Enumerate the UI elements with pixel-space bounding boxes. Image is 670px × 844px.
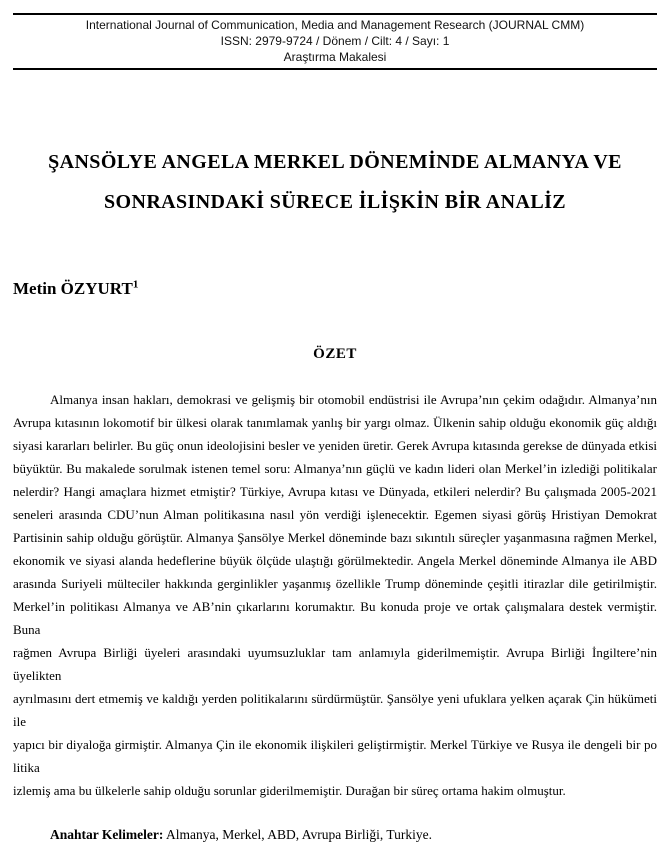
abstract-line: siyasi kararları belirler. Bu güç onun ideolojisini besler ve yeniden üretir. Gerek Avrupa kıtasında gerekse de dünyada etkisi <box>13 438 657 453</box>
abstract-line: Avrupa kıtasının lokomotif bir ülkesi olarak tanımlamak yanlış bir yargı olmaz. Ülkenin sahip olduğu ekonomik güç aldığı <box>13 415 657 430</box>
article-type-line: Araştırma Makalesi <box>283 50 387 64</box>
abstract-line: ayrılmasını dert etmemiş ve kaldığı yerden politikalarını sürdürmüştür. Şansölye yeni ufuklara yelken açarak Çin hükümeti ile <box>13 691 657 729</box>
issn-volume-line: ISSN: 2979-9724 / Dönem / Cilt: 4 / Sayı: 1 <box>220 34 450 48</box>
abstract-line: seneleri arasında CDU’nun Alman politikasına nasıl yön verdiği işlenecektir. Egemen siyasi görüş Hristiyan Demokrat <box>13 507 657 522</box>
keywords-values: Almanya, Merkel, ABD, Avrupa Birliği, Turkiye. <box>163 827 432 842</box>
paper-title-line-1: ŞANSÖLYE ANGELA MERKEL DÖNEMİNDE ALMANYA VE <box>48 151 622 173</box>
author-name: Metin ÖZYURT <box>13 279 133 298</box>
abstract-line: nelerdir? Hangi amaçlara hizmet etmiştir? Türkiye, Avrupa kıtası ve Dünyada, etkileri nelerdir? Bu çalışmada 2005-2021 <box>13 484 657 499</box>
journal-header <box>13 13 657 70</box>
paper-title-line-2: SONRASINDAKİ SÜRECE İLİŞKİN BİR ANALİZ <box>104 191 566 213</box>
abstract-line: ekonomik ve siyasi alanda hedeflerine büyük ölçüde ulaştığı görülmektedir. Angela Merkel döneminde Almanya ile ABD <box>13 553 657 568</box>
abstract-line: arasında Suriyeli mülteciler hakkında gerginlikler yaşanmış özellikle Trump döneminde çeşitli itirazlar dile getirilmiştir. <box>13 576 657 591</box>
keywords-line <box>13 826 657 844</box>
author-line <box>13 278 657 300</box>
abstract-heading: ÖZET <box>313 346 357 362</box>
abstract-line: yapıcı bir diyaloğa girmiştir. Almanya Çin ile ekonomik ilişkileri geliştirmiştir. Merkel Türkiye ve Rusya ile dengeli bir po litika <box>13 737 657 775</box>
abstract-line: büyüktür. Bu makalede sorulmak istenen temel soru: Almanya’nın güçlü ve kadın lideri olan Merkel’in izlediği politikalar <box>13 461 657 476</box>
abstract-line: izlemiş ama bu ülkelerle sahip olduğu sorunlar giderilmemiştir. Durağan bir süreç ortama hakim olmuştur. <box>13 783 566 798</box>
abstract-line: Partisinin sahip olduğu görüştür. Almanya Şansölye Merkel döneminde bazı sıkıntılı süreçler yaşanmasına rağmen Merkel, <box>13 530 657 545</box>
author-footnote-mark: 1 <box>132 278 139 291</box>
journal-title-line: International Journal of Communication, Media and Management Research (JOURNAL CMM) <box>85 18 585 32</box>
paper-title <box>13 142 657 222</box>
abstract-line: rağmen Avrupa Birliği üyeleri arasındaki uyumsuzluklar tam anlamıyla giderilmemiştir. Avrupa Birliği İngiltere’nin üyelikten <box>13 645 657 683</box>
abstract-line: Merkel’in politikası Almanya ve AB’nin çıkarlarını korumaktır. Bu konuda proje ve ortak çalışmalara destek vermiştir. Buna <box>13 599 657 637</box>
paper-page <box>13 0 657 844</box>
abstract-line: Almanya insan hakları, demokrasi ve gelişmiş bir otomobil endüstrisi ile Avrupa’nın çekim odağıdır. Almanya’nın <box>50 392 657 407</box>
keywords-label: Anahtar Kelimeler: <box>50 827 164 842</box>
abstract-text <box>13 388 657 802</box>
